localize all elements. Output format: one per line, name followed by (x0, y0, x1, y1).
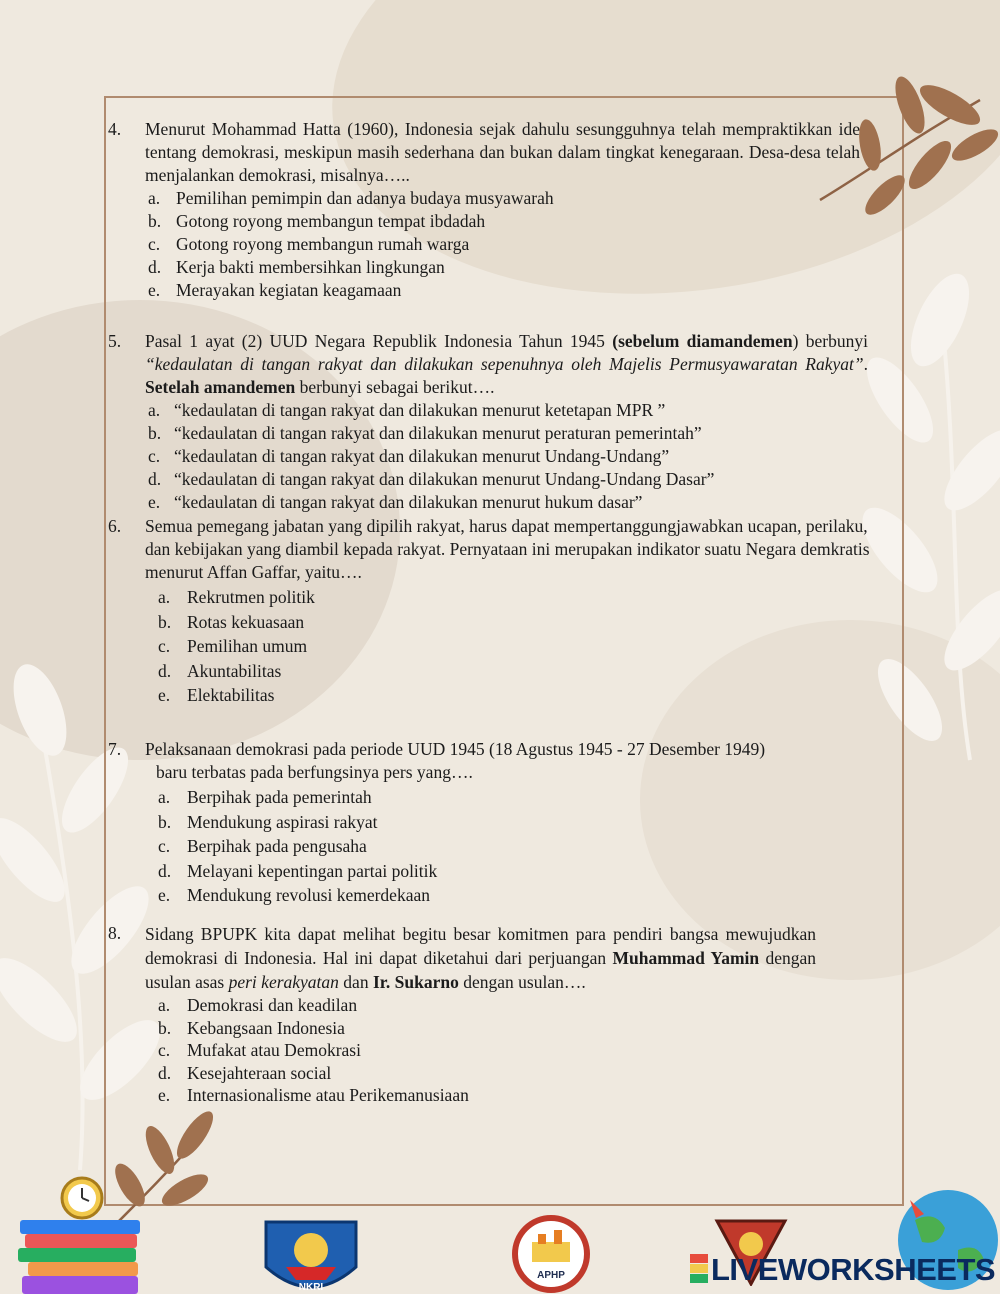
question-number: 5. (108, 331, 122, 351)
option-c[interactable]: c. Mufakat atau Demokrasi (158, 1040, 361, 1060)
options-list (158, 785, 884, 908)
option-b[interactable]: b. Kebangsaan Indonesia (158, 1017, 345, 1038)
question-7 (108, 738, 884, 908)
option-b[interactable]: b. Rotas kekuasaan (158, 611, 305, 632)
option-b[interactable]: b. “kedaulatan di tangan rakyat dan dilakukan menurut peraturan pemerintah” (148, 423, 702, 443)
question-number: 6. (108, 516, 122, 536)
option-a[interactable]: a. Demokrasi dan keadilan (158, 995, 358, 1015)
option-d[interactable]: d. “kedaulatan di tangan rakyat dan dilakukan menurut Undang-Undang Dasar” (148, 469, 715, 489)
option-a[interactable]: a. “kedaulatan di tangan rakyat dan dilakukan menurut ketetapan MPR ” (148, 400, 666, 420)
option-e[interactable]: e. Elektabilitas (158, 685, 275, 705)
options-list (148, 187, 860, 302)
option-a[interactable]: a. Rekrutmen politik (158, 587, 315, 607)
liveworksheets-brand (690, 1252, 995, 1288)
question-4 (108, 118, 860, 302)
option-c[interactable]: c. Pemilihan umum (158, 636, 308, 656)
option-b[interactable]: b. Mendukung aspirasi rakyat (158, 811, 378, 832)
question-text: Pasal 1 ayat (2) UUD Negara Republik Indonesia Tahun 1945 (sebelum diamandemen) berbunyi “kedaulatan di tangan rakyat dan dilakukan sepenuhnya oleh Majelis Permusyawaratan Rakyat”. Setelah amandemen berbunyi sebagai berikut…. (145, 331, 868, 397)
option-e[interactable]: e. Merayakan kegiatan keagamaan (148, 280, 402, 300)
option-c[interactable]: c. Berpihak pada pengusaha (158, 836, 367, 856)
question-8 (108, 922, 816, 1107)
question-5 (108, 330, 868, 514)
option-e[interactable]: e. Internasionalisme atau Perikemanusiaan (158, 1085, 469, 1105)
question-text: Semua pemegang jabatan yang dipilih rakyat, harus dapat mempertanggungjawabkan ucapan, perilaku, dan kebijakan yang diambil kepada rakyat. Pernyataan ini merupakan indikator suatu Negara demkratis menurut Affan Gaffar, yaitu…. (145, 516, 870, 582)
question-text-line2: baru terbatas pada berfungsinya pers yang…. (156, 762, 473, 782)
option-d[interactable]: d. Melayani kepentingan partai politik (158, 860, 438, 881)
options-list (158, 585, 884, 708)
option-b[interactable]: b. Gotong royong membangun tempat ibdadah (148, 211, 486, 231)
question-6 (108, 515, 884, 708)
option-c[interactable]: c. “kedaulatan di tangan rakyat dan dilakukan menurut Undang-Undang” (148, 446, 670, 466)
aphp-logo (508, 1212, 594, 1294)
question-number: 7. (108, 739, 122, 759)
option-d[interactable]: d. Kerja bakti membersihkan lingkungan (148, 257, 445, 277)
options-list (158, 994, 816, 1107)
option-a[interactable]: a. Pemilihan pemimpin dan adanya budaya musyawarah (148, 188, 554, 208)
question-number: 4. (108, 119, 122, 139)
nkri-logo-text: NKRI (298, 1282, 324, 1293)
aphp-logo-text: APHP (537, 1270, 565, 1281)
option-e[interactable]: e. “kedaulatan di tangan rakyat dan dilakukan menurut hukum dasar” (148, 492, 643, 512)
question-text: Menurut Mohammad Hatta (1960), Indonesia sejak dahulu sesungguhnya telah mempraktikkan ide tentang demokrasi, meskipun masih sederhana dan bukan dalam tingkat kenegaraan. Desa-desa telah menjalankan demokrasi, misalnya….. (145, 119, 860, 185)
option-d[interactable]: d. Akuntabilitas (158, 660, 282, 681)
options-list (148, 399, 868, 514)
liveworksheets-brand-text: LIVEWORKSHEETS (711, 1252, 996, 1287)
question-text: Sidang BPUPK kita dapat melihat begitu besar komitmen para pendiri bangsa mewujudkan demokrasi di Indonesia. Hal ini dapat diketahui dari perjuangan Muhammad Yamin dengan usulan asas peri kerakyatan dan Ir. Sukarno dengan usulan…. (145, 924, 816, 992)
question-text-line1: Pelaksanaan demokrasi pada periode UUD 1945 (18 Agustus 1945 - 27 Desember 1949) (145, 739, 766, 759)
option-c[interactable]: c. Gotong royong membangun rumah warga (148, 234, 470, 254)
books-clock-icon (10, 1168, 150, 1294)
option-a[interactable]: a. Berpihak pada pemerintah (158, 787, 372, 807)
question-number: 8. (108, 923, 122, 943)
option-d[interactable]: d. Kesejahteraan social (158, 1062, 332, 1083)
option-e[interactable]: e. Mendukung revolusi kemerdekaan (158, 885, 430, 905)
liveworksheets-logo-icon (690, 1254, 708, 1284)
nkri-logo (256, 1212, 366, 1294)
